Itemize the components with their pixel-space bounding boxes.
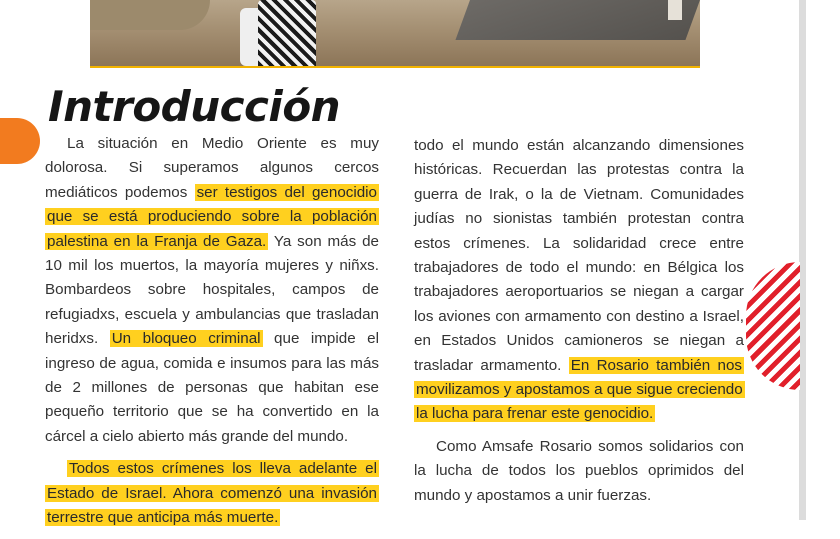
paragraph: [414, 435, 744, 508]
header-photo: [90, 0, 700, 66]
right-column: [414, 134, 744, 516]
highlighted-text: Un bloqueo criminal: [111, 330, 261, 348]
highlighted-text: En Rosario también nos movilizamos y apostamos a que sigue creciendo la lucha para frenar este genocidio.: [416, 356, 743, 423]
paragraph: [45, 132, 379, 449]
highlighted-text: Todos estos crímenes los lleva adelante el Estado de Israel. Ahora comenzó una invasión terrestre que anticipa más muerte.: [47, 460, 377, 527]
photo-post: [668, 0, 682, 20]
page-edge-bar: [799, 0, 806, 520]
paragraph-text: Como Amsafe Rosario somos solidarios con la lucha de todos los pueblos oprimidos del mundo y apostamos a unir fuerzas.: [414, 437, 744, 504]
photo-bottom-rule: [90, 66, 700, 68]
paragraph-text: Ya son más de 10 mil los muertos, la mayoría mujeres y niñxs. Bombardeos sobre hospitales, campos de refugiadxs, escuela y ambulancias que trasladan heridxs.: [45, 232, 379, 348]
paragraph-text: todo el mundo están alcanzando dimensiones históricas. Recuerdan las protestas contra la guerra de Irak, o la de Vietnam. Comunidades judías no sionistas también protestan contra estos crímenes. La solidaridad crece entre trabajadores de todo el mundo: en Bélgica los trabajadores aeroportuarios se niegan a cargar los aviones con armamento con destino a Israel, en Estados Unidos camioneros se niegan a trasladar armamento.: [414, 137, 744, 374]
photo-road: [455, 0, 700, 40]
highlighted-text: ser testigos del genocidio que se está produciendo sobre la población palestina en la Franja de Gaza.: [47, 183, 377, 250]
photo-person-keffiyeh: [258, 0, 316, 66]
photo-hill: [90, 0, 210, 30]
paragraph-text: que impide el ingreso de agua, comida e insumos para las más de 2 millones de personas que habitan ese pequeño territorio que se ha convertido en la cárcel a cielo abierto más grande del mundo.: [45, 330, 379, 445]
striped-semicircle-decoration: [746, 262, 800, 390]
left-column: [45, 132, 379, 539]
paragraph-text: La situación en Medio Oriente es muy dolorosa. Si superamos algunos cercos mediáticos podemos: [45, 135, 379, 201]
section-heading: Introducción: [48, 82, 341, 131]
paragraph: [414, 134, 744, 427]
orange-decoration: [0, 118, 40, 164]
